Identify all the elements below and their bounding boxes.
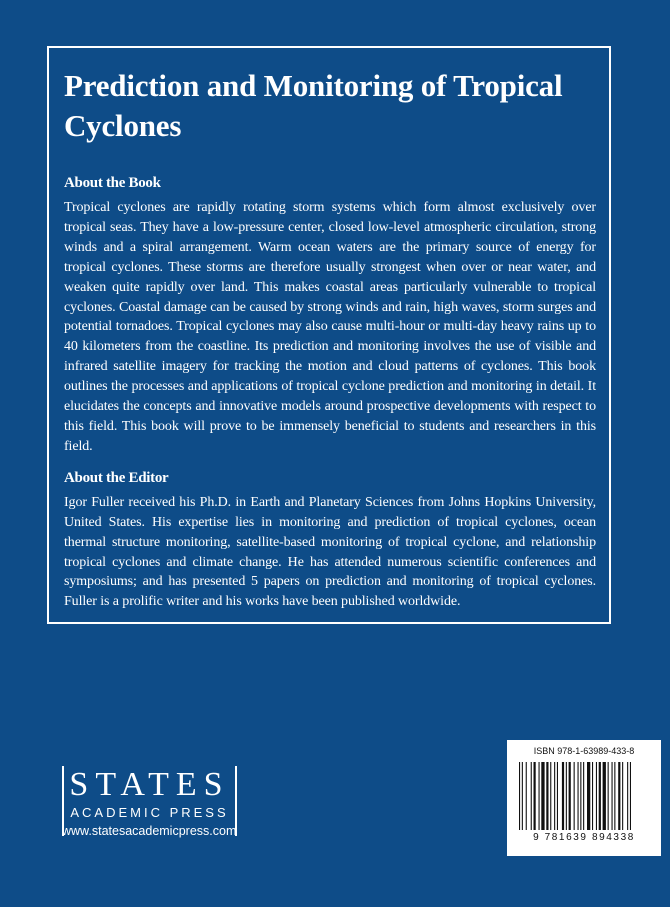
book-title: Prediction and Monitoring of Tropical Cyclones — [64, 68, 563, 143]
barcode-digits: 9 781639 894338 — [533, 832, 635, 843]
barcode-bar — [599, 762, 601, 830]
barcode-bar — [608, 762, 609, 830]
barcode-bar — [539, 762, 540, 830]
barcode-bar — [592, 762, 593, 830]
barcode-bar — [627, 762, 628, 830]
description-frame — [47, 46, 611, 624]
barcode-bar — [574, 762, 575, 830]
barcode-bar — [557, 762, 558, 830]
barcode-bar — [546, 762, 548, 830]
barcode-bar — [603, 762, 606, 830]
about-book-heading: About the Book — [64, 175, 161, 191]
barcode-bar — [541, 762, 544, 830]
barcode-bar — [578, 762, 579, 830]
about-book-text: Tropical cyclones are rapidly rotating storm systems which form almost exclusively over tropical seas. They have a low-pressure center, closed low-level atmospheric circulation, strong winds and a spiral arrangement. Warm ocean waters are the primary source of energy for tropical cyclones. These storms are therefore usually strongest when over or near water, and weaken quite rapidly over land. This makes coastal areas particularly vulnerable to tropical cyclones. Coastal damage can be caused by strong winds and rain, high waves, storm surges and potential tornadoes. Tropical cyclones may also cause multi-hour or multi-day heavy rains up to 40 kilometers from the coastline. Its prediction and monitoring involves the use of visible and infrared satellite imagery for tracking the motion and cloud patterns of cyclones. This book outlines the processes and applications of tropical cyclone prediction and monitoring in detail. It elucidates the concepts and innovative models around prospective developments with respect to this field. This book will prove to be immensely beneficial to students and researchers in this field. — [64, 200, 596, 454]
description-content — [49, 48, 609, 622]
barcode-bar — [614, 762, 615, 830]
barcode-bar — [554, 762, 555, 830]
barcode-bar — [526, 762, 527, 830]
barcode-box — [507, 740, 661, 856]
barcode-bar — [566, 762, 567, 830]
barcode-icon — [517, 762, 651, 830]
barcode-bar — [612, 762, 613, 830]
barcode-bar — [618, 762, 620, 830]
barcode-bar — [630, 762, 631, 830]
barcode-bar — [622, 762, 623, 830]
barcode-bar — [587, 762, 590, 830]
barcode-bar — [531, 762, 532, 830]
barcode-bar — [580, 762, 581, 830]
barcode-bar — [596, 762, 597, 830]
barcode-bar — [522, 762, 523, 830]
barcode-bar — [534, 762, 536, 830]
barcode-bar — [519, 762, 520, 830]
publisher-name-bottom: ACADEMIC PRESS — [70, 805, 229, 820]
about-editor-heading: About the Editor — [64, 469, 169, 486]
barcode-bar — [569, 762, 571, 830]
publisher-url: www.statesacademicpress.com — [62, 824, 237, 838]
publisher-name-top: STATES — [69, 766, 230, 803]
barcode-bar — [562, 762, 564, 830]
barcode-bar — [583, 762, 584, 830]
isbn-text: ISBN 978-1-63989-433-8 — [533, 746, 635, 756]
about-editor-text: Igor Fuller received his Ph.D. in Earth and Planetary Sciences from Johns Hopkins University, United States. His expertise lies in monitoring and prediction of tropical cyclones, ocean thermal structure monitoring, satellite-based monitoring of tropical cyclone, and relationship tropical cyclones and climate change. He has attended numerous scientific conferences and symposiums; and has presented 5 papers on prediction and monitoring of tropical cyclones. Fuller is a prolific writer and his works have been published worldwide. — [64, 494, 596, 610]
barcode-bar — [550, 762, 551, 830]
